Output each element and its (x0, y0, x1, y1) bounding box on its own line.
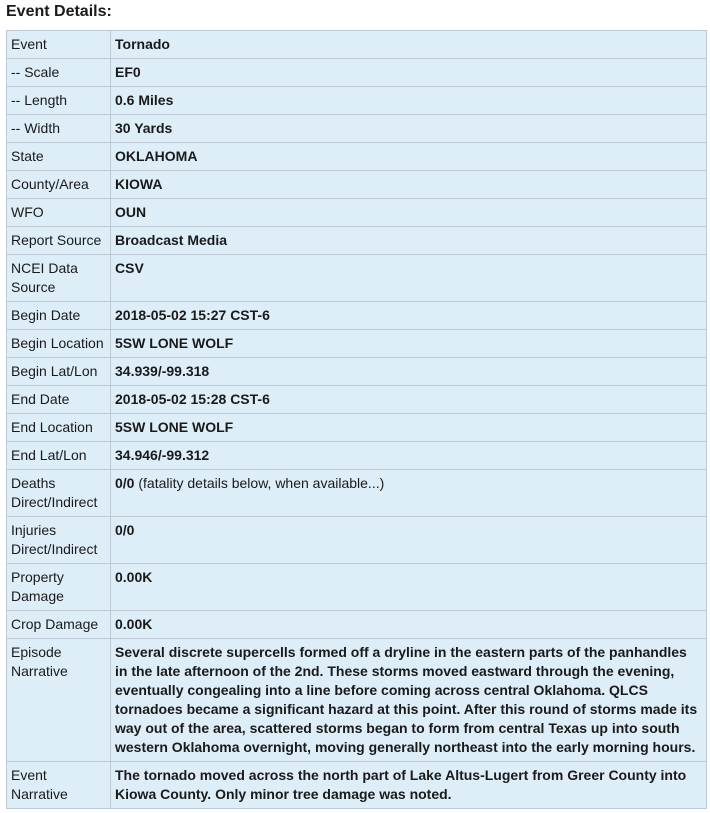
row-value-cell (111, 143, 707, 171)
row-value: EF0 (115, 64, 141, 80)
row-label: -- Width (7, 115, 111, 143)
row-value-cell (111, 227, 707, 255)
row-value-cell (111, 762, 707, 809)
row-label: County/Area (7, 171, 111, 199)
row-label: End Date (7, 386, 111, 414)
row-value-cell (111, 302, 707, 330)
event-details-rows (7, 31, 707, 809)
row-value: 0/0 (115, 475, 135, 491)
row-value: 34.939/-99.318 (115, 363, 210, 379)
table-row (7, 171, 707, 199)
row-value-cell (111, 470, 707, 517)
table-row (7, 143, 707, 171)
row-label: -- Scale (7, 59, 111, 87)
table-row (7, 31, 707, 59)
row-value-cell (111, 59, 707, 87)
row-label: -- Length (7, 87, 111, 115)
row-label: NCEI Data Source (7, 255, 111, 302)
row-value-cell (111, 442, 707, 470)
row-value: 0/0 (115, 522, 135, 538)
row-value: CSV (115, 260, 144, 276)
row-label: Event Narrative (7, 762, 111, 809)
row-value: Broadcast Media (115, 232, 228, 248)
row-value: 2018-05-02 15:28 CST-6 (115, 391, 270, 407)
row-value: 34.946/-99.312 (115, 447, 210, 463)
table-row (7, 386, 707, 414)
row-value-cell (111, 171, 707, 199)
row-label: Begin Date (7, 302, 111, 330)
table-row (7, 358, 707, 386)
row-value-cell (111, 611, 707, 639)
row-value-cell (111, 255, 707, 302)
row-value-cell (111, 31, 707, 59)
row-value: 5SW LONE WOLF (115, 335, 234, 351)
row-value-cell (111, 358, 707, 386)
row-value-cell (111, 386, 707, 414)
table-row (7, 470, 707, 517)
table-row (7, 59, 707, 87)
row-value: OUN (115, 204, 147, 220)
row-label: WFO (7, 199, 111, 227)
row-value-cell (111, 87, 707, 115)
row-value-cell (111, 199, 707, 227)
table-row (7, 611, 707, 639)
table-row (7, 330, 707, 358)
row-value-cell (111, 517, 707, 564)
row-value: 30 Yards (115, 120, 173, 136)
table-row (7, 442, 707, 470)
table-row (7, 87, 707, 115)
table-row (7, 227, 707, 255)
row-value: 0.00K (115, 616, 153, 632)
row-value-cell (111, 330, 707, 358)
row-value: Tornado (115, 36, 170, 52)
row-value-cell (111, 564, 707, 611)
row-label: Event (7, 31, 111, 59)
table-row (7, 302, 707, 330)
table-row (7, 639, 707, 762)
row-label: Crop Damage (7, 611, 111, 639)
row-label: Begin Lat/Lon (7, 358, 111, 386)
row-value-note: (fatality details below, when available...) (134, 475, 385, 491)
row-label: Report Source (7, 227, 111, 255)
row-value: 5SW LONE WOLF (115, 419, 234, 435)
row-label: End Lat/Lon (7, 442, 111, 470)
row-label: Begin Location (7, 330, 111, 358)
row-value: 0.6 Miles (115, 92, 174, 108)
row-label: Injuries Direct/Indirect (7, 517, 111, 564)
row-value: OKLAHOMA (115, 148, 198, 164)
row-label: Episode Narrative (7, 639, 111, 762)
row-value: The tornado moved across the north part of Lake Altus-Lugert from Greer County into Kiowa County. Only minor tree damage was noted. (115, 767, 687, 802)
row-value: KIOWA (115, 176, 163, 192)
table-row (7, 517, 707, 564)
row-label: Property Damage (7, 564, 111, 611)
row-value: Several discrete supercells formed off a dryline in the eastern parts of the panhandles in the late afternoon of the 2nd. These storms moved eastward through the evening, eventually congealing into a line before coming across central Oklahoma. QLCS tornadoes became a significant hazard at this point. After this round of storms made its way out of the area, scattered storms began to form from central Texas up into south western Oklahoma overnight, moving generally northeast into the early morning hours. (115, 644, 698, 755)
table-row (7, 564, 707, 611)
row-value-cell (111, 639, 707, 762)
row-label: Deaths Direct/Indirect (7, 470, 111, 517)
table-row (7, 115, 707, 143)
row-label: State (7, 143, 111, 171)
event-details-table (6, 30, 707, 809)
row-value: 2018-05-02 15:27 CST-6 (115, 307, 270, 323)
table-row (7, 762, 707, 809)
table-row (7, 255, 707, 302)
row-value: 0.00K (115, 569, 153, 585)
row-label: End Location (7, 414, 111, 442)
table-row (7, 414, 707, 442)
table-row (7, 199, 707, 227)
row-value-cell (111, 115, 707, 143)
section-heading: Event Details: (6, 3, 112, 20)
row-value-cell (111, 414, 707, 442)
